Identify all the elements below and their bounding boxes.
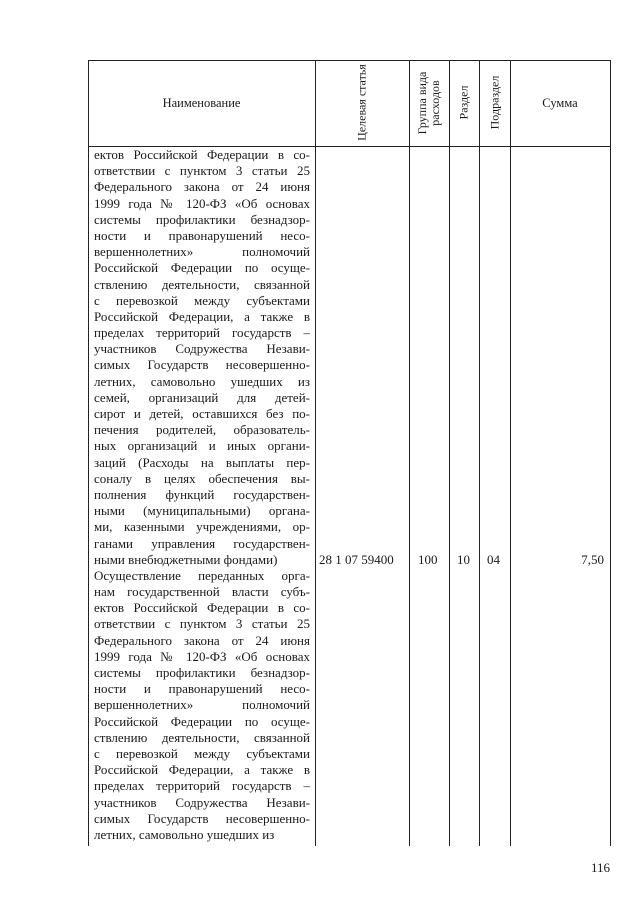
table-right-border [610,60,611,846]
name-line: Российской Федерации, а также в [94,762,310,778]
name-line: ными (муниципальными) органа- [94,503,310,519]
name-column-text [94,147,310,843]
name-line: ответствии с пунктом 3 статьи 25 [94,163,310,179]
col-divider-subsection [510,60,511,846]
row1-target-article: 28 1 07 59400 [319,552,394,567]
col-divider-target [409,60,410,846]
col-divider-name [315,60,316,846]
name-line: участников Содружества Незави- [94,794,310,810]
table-left-border [88,60,89,846]
name-line: Российской Федерации по осуще- [94,260,310,276]
header-name: Наименование [162,96,241,110]
name-line: ответствии с пунктом 3 статьи 25 [94,616,310,632]
name-line: ствлению деятельности, связанной [94,276,310,292]
name-line: нам государственной власти субъ- [94,584,310,600]
name-line: заций (Расходы на выплаты пер- [94,454,310,470]
name-line: Федерального закона от 24 июня [94,632,310,648]
name-line: Федерального закона от 24 июня [94,179,310,195]
header-section: Раздел [456,85,471,120]
header-expense-group: Группа вида расходов [415,71,442,135]
name-line: соналу в целях обеспечения вы- [94,470,310,486]
name-line: пределах территорий государств – [94,325,310,341]
name-line: участников Содружества Незави- [94,341,310,357]
name-line: симых Государств несовершенно- [94,810,310,826]
name-line: системы профилактики безнадзор- [94,211,310,227]
name-line: ектов Российской Федерации в со- [94,600,310,616]
name-line: Российской Федерации по осуще- [94,713,310,729]
col-divider-group [449,60,450,846]
name-line: летних, самовольно ушедших из [94,826,275,842]
name-line: ми, казенными учреждениями, ор- [94,519,310,535]
row1-subsection: 04 [487,552,500,567]
name-line: с перевозкой между субъектами [94,292,310,308]
header-target-article: Целевая статья [354,64,369,141]
name-line: Российской Федерации, а также в [94,308,310,324]
name-line: симых Государств несовершенно- [94,357,310,373]
name-line: 1999 года № 120-ФЗ «Об основах [94,195,310,211]
name-line: полнения функций государствен- [94,486,310,502]
name-line: вершеннолетних» полномочий [94,244,310,260]
name-line: ектов Российской Федерации в со- [94,147,310,162]
name-line: ности и правонарушений несо- [94,681,310,697]
header-subsection: Подраздел [487,75,502,130]
name-line: ными внебюджетными фондами) [94,551,278,567]
name-line: печения родителей, образователь- [94,422,310,438]
header-amount: Сумма [542,96,578,110]
name-line: семей, организаций для детей- [94,389,310,405]
page-number: 116 [590,860,610,875]
name-line: ных организаций и иных органи- [94,438,310,454]
name-line: сирот и детей, оставшихся без по- [94,406,310,421]
name-line: летних, самовольно ушедших из [94,373,310,389]
row1-section: 10 [457,552,470,567]
name-line: системы профилактики безнадзор- [94,665,310,680]
row1-amount: 7,50 [581,552,604,567]
name-line: с перевозкой между субъектами [94,745,310,761]
row1-expense-group: 100 [418,552,438,567]
name-line: Осуществление переданных орга- [94,567,310,583]
name-line: ности и правонарушений несо- [94,227,310,243]
name-line: ствлению деятельности, связанной [94,729,310,745]
name-line: ганами управления государствен- [94,535,310,551]
name-line: вершеннолетних» полномочий [94,697,310,713]
name-line: пределах территорий государств – [94,778,310,794]
col-divider-section [479,60,480,846]
name-line: 1999 года № 120-ФЗ «Об основах [94,648,310,664]
